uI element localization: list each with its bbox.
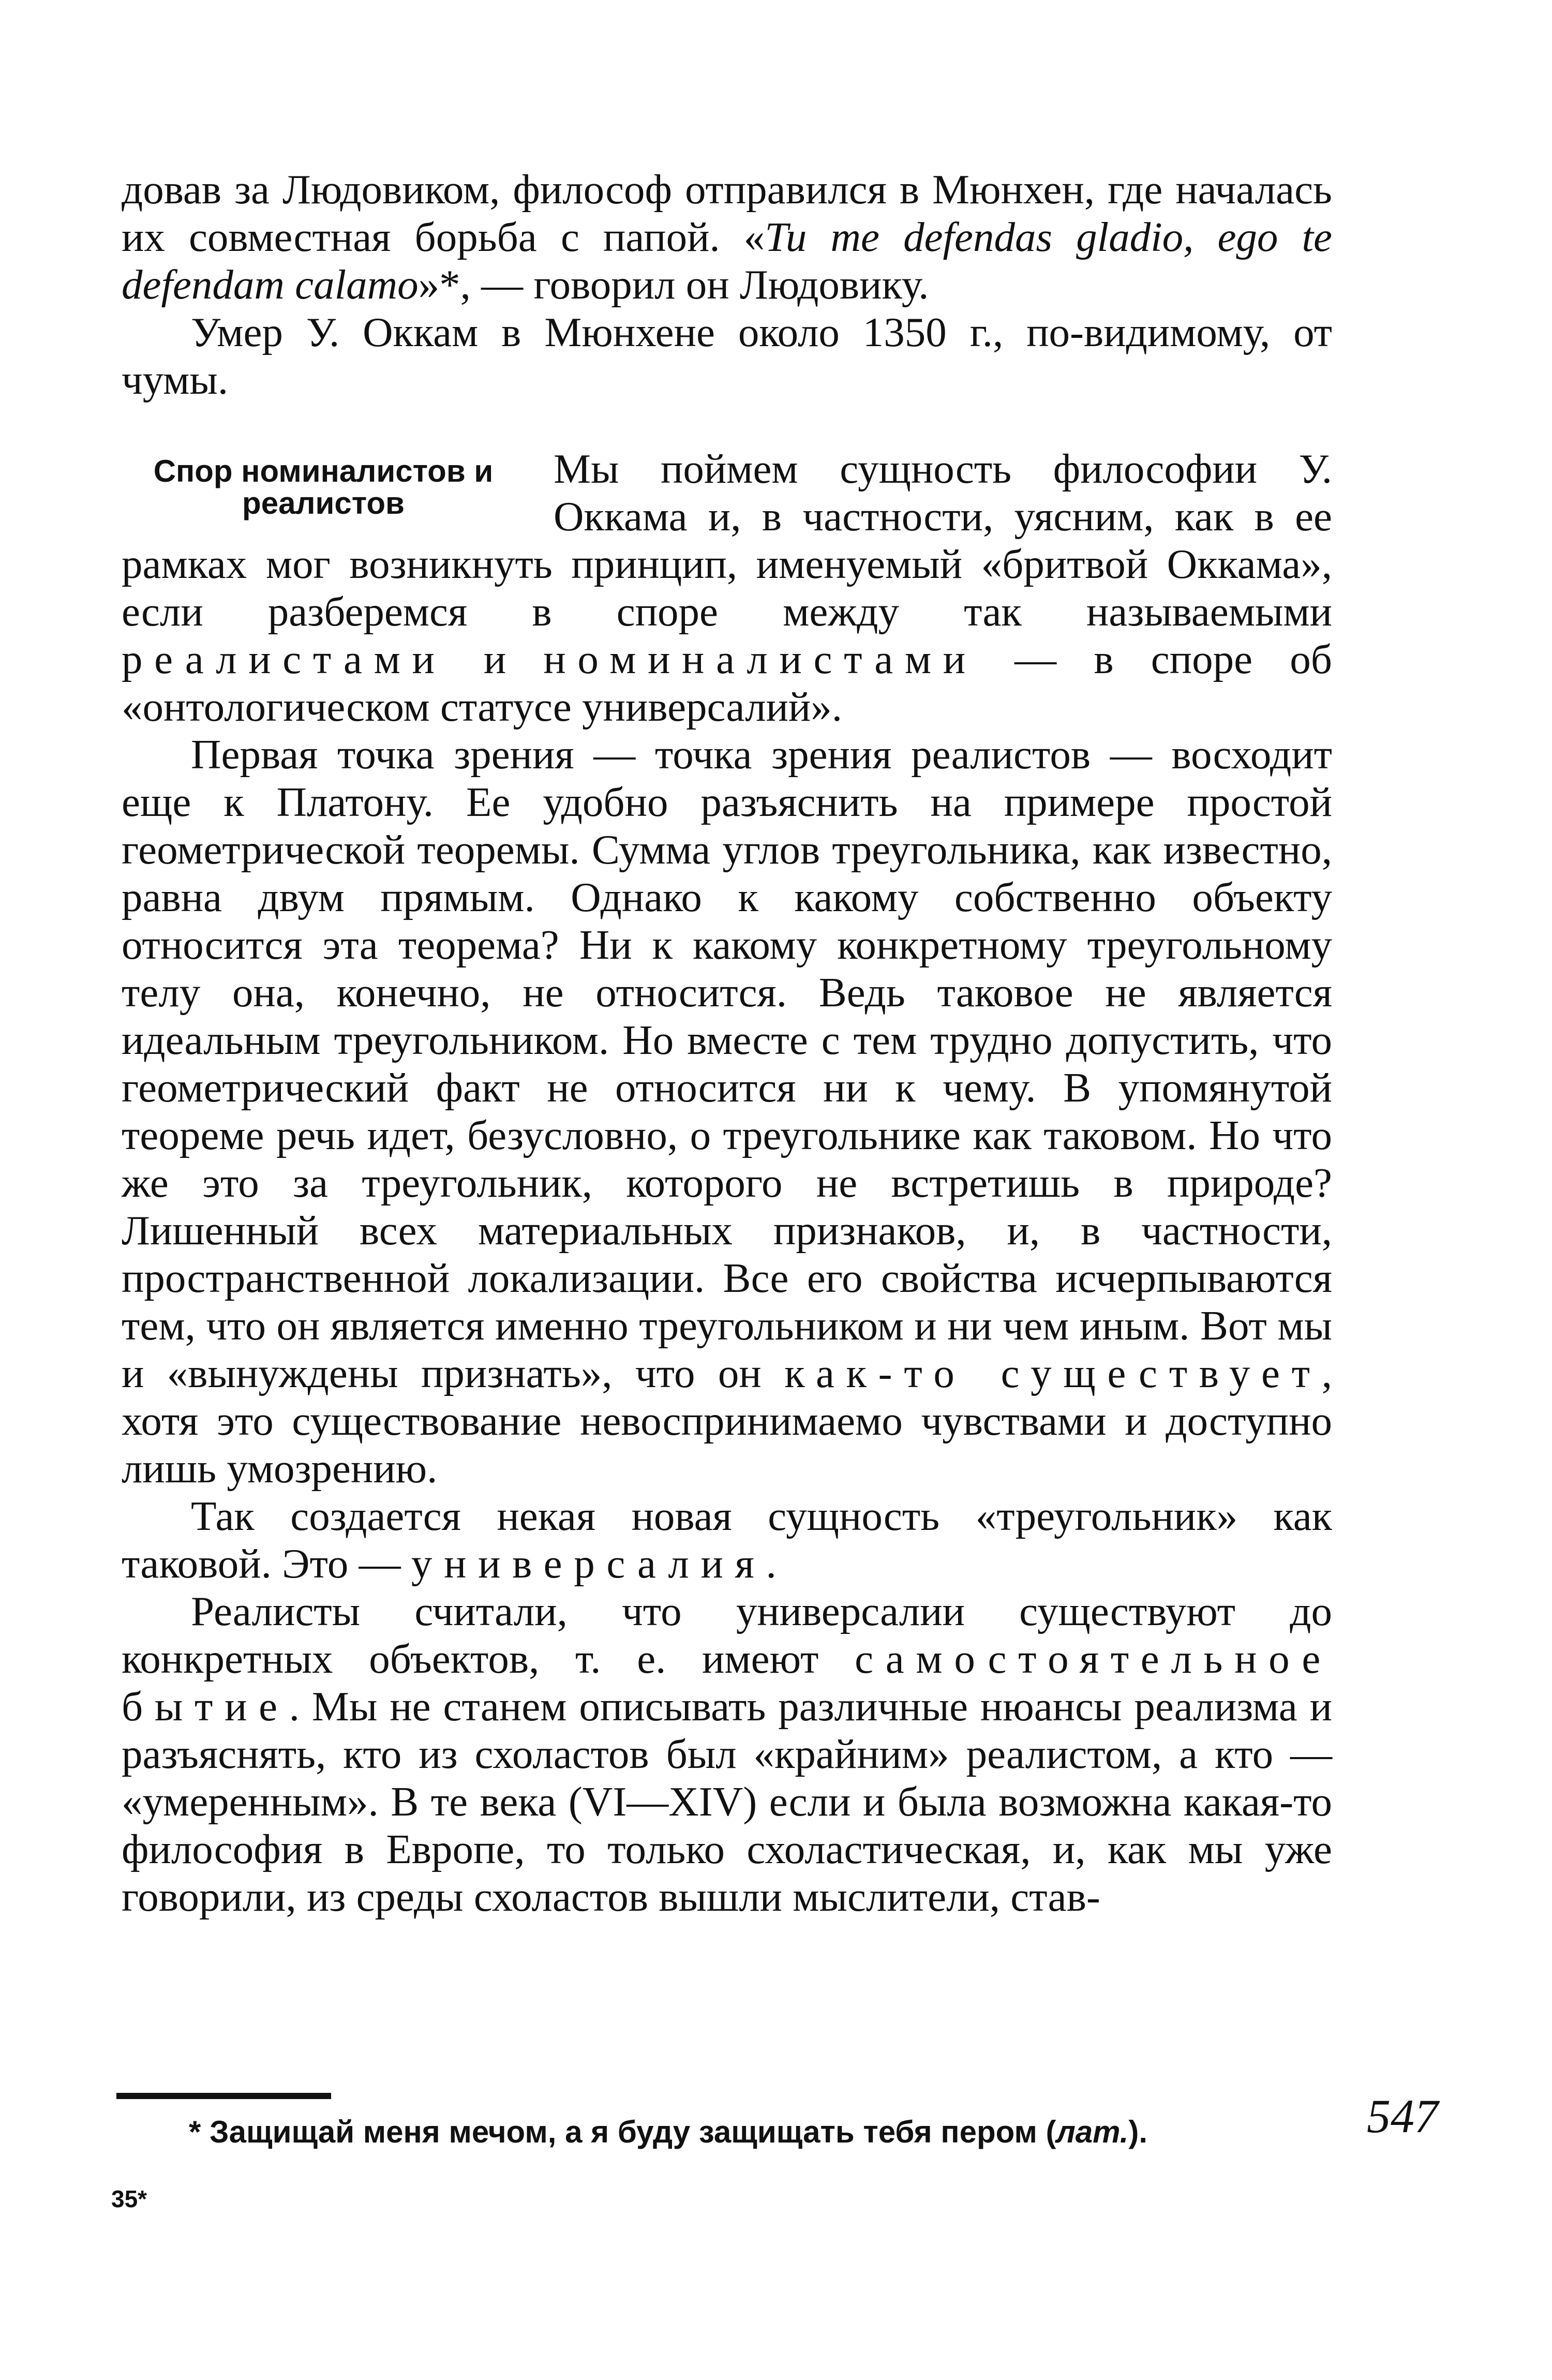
spaced-term-nominalists: номиналистами: [543, 636, 977, 682]
spaced-term-universal: универсалия: [411, 1540, 766, 1587]
paragraph-3: Спор номиналистов и реалистов Мы поймем сущность философии У. Оккама и, в частности, уясним, как в ее рамках мог возникнуть принцип, именуемый «бритвой Оккама», если разберемся в споре между так называемыми реалистами и номиналистами — в споре об «онтологическом статусе универсалий».: [122, 445, 1332, 730]
spaced-term-realists: реалистами: [122, 636, 446, 682]
margin-heading: Спор номиналистов и реалистов: [153, 454, 494, 520]
paragraph-1: довав за Людовиком, философ отправился в Мюнхен, где началась их совместная борьба с папой. «Tu me defendas gladio, ego te defendam calamo»*, — говорил он Людовику.: [122, 166, 1332, 308]
paragraph-2: Умер У. Оккам в Мюнхене около 1350 г., по-видимому, от чумы.: [122, 309, 1332, 403]
paragraph-6: Реалисты считали, что универсалии существуют до конкретных объектов, т. е. имеют самостоятельное бытие. Мы не станем описывать различные нюансы реализма и разъяснять, кто из схоластов был «крайним» реалистом, а кто — «умеренным». В те века (VI—XIV) если и была возможна какая-то философия в Европе, то только схоластическая, и, как мы уже говорили, из среды схоластов вышли мыслители, став-: [122, 1588, 1332, 1920]
footnote: * Защищай меня мечом, а я буду защищать тебя пером (лат.).: [189, 2115, 1148, 2149]
footnote-rule: [116, 2093, 331, 2099]
page-number: 547: [1367, 2090, 1438, 2143]
main-text-block: [122, 445, 1332, 1921]
top-text-block: [122, 166, 1332, 404]
spaced-term-independent-being: самостоятельное бытие: [122, 1635, 1332, 1730]
paragraph-5: Так создается некая новая сущность «треугольник» как таковой. Это — универсалия.: [122, 1493, 1332, 1587]
spaced-term-exists: как-то существует: [784, 1350, 1322, 1396]
paragraph-4: Первая точка зрения — точка зрения реалистов — восходит еще к Платону. Ее удобно разъяснить на примере простой геометрической теоремы. Сумма углов треугольника, как известно, равна двум прямым. Однако к какому собственно объекту относится эта теорема? Ни к какому конкретному треугольному телу она, конечно, не относится. Ведь таковое не является идеальным треугольником. Но вместе с тем трудно допустить, что геометрический факт не относится ни к чему. В упомянутой теореме речь идет, безусловно, о треугольнике как таковом. Но что же это за треугольник, которого не встретишь в природе? Лишенный всех материальных признаков, и, в частности, пространственной локализации. Все его свойства исчерпываются тем, что он является именно треугольником и ни чем иным. Вот мы и «вынуждены признать», что он как-то существует, хотя это существование невоспринимаемо чувствами и доступно лишь умозрению.: [122, 731, 1333, 1492]
printer-signature: 35*: [111, 2185, 147, 2212]
latin-quote: Tu me defendas gladio, ego te defendam calamo: [122, 214, 1332, 308]
